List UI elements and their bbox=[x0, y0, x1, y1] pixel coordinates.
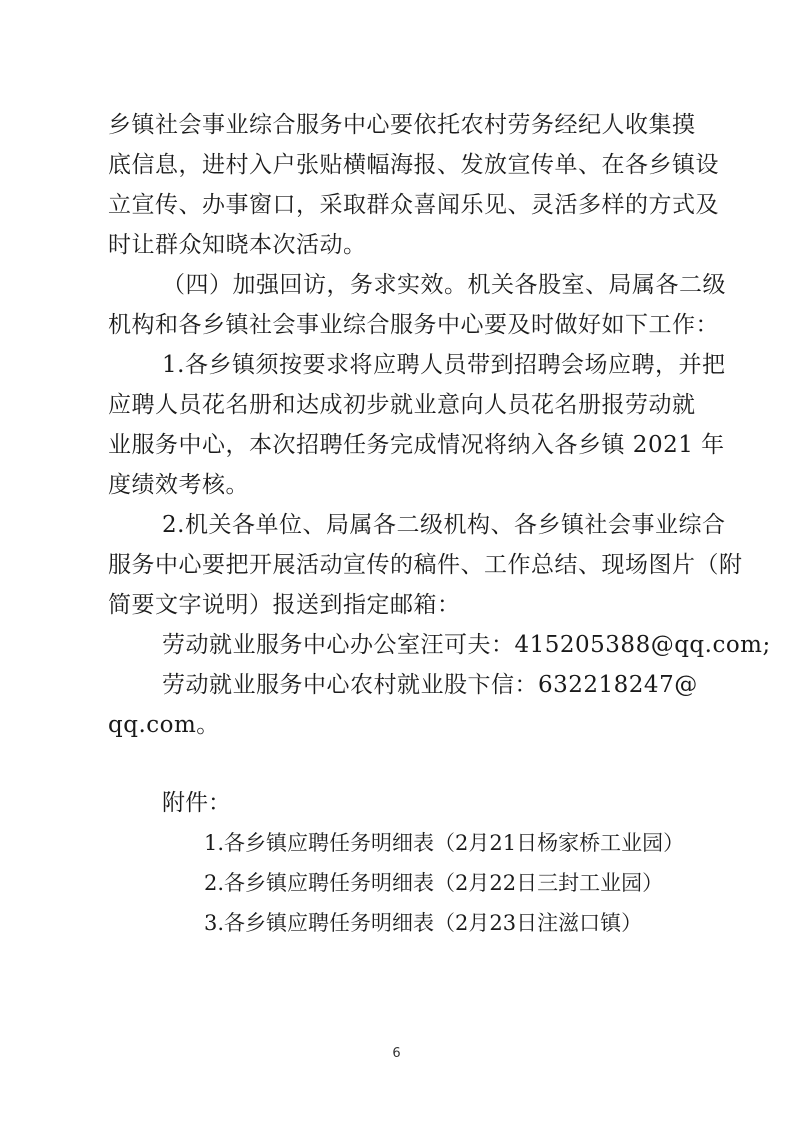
body-line: 底信息，进村入户张贴横幅海报、发放宣传单、在各乡镇设 bbox=[108, 152, 719, 178]
email-line: 劳动就业服务中心农村就业股卞信：632218247@ bbox=[162, 672, 698, 698]
body-line: 服务中心要把开展活动宣传的稿件、工作总结、现场图片（附 bbox=[108, 552, 743, 578]
body-line: 时让群众知晓本次活动。 bbox=[108, 232, 367, 258]
body-line: 乡镇社会事业综合服务中心要依托农村劳务经纪人收集摸 bbox=[108, 112, 696, 138]
body-line: 应聘人员花名册和达成初步就业意向人员花名册报劳动就 bbox=[108, 392, 696, 418]
body-line: 1.各乡镇须按要求将应聘人员带到招聘会场应聘，并把 bbox=[162, 352, 726, 378]
body-line: （四）加强回访，务求实效。机关各股室、局属各二级 bbox=[162, 272, 726, 298]
email-line: qq.com。 bbox=[108, 712, 220, 738]
page-number: 6 bbox=[392, 1046, 401, 1061]
attachments-label: 附件： bbox=[162, 790, 231, 816]
attachment-item: 3.各乡镇应聘任务明细表（2月23日注滋口镇） bbox=[204, 911, 643, 935]
body-line: 立宣传、办事窗口，采取群众喜闻乐见、灵活多样的方式及 bbox=[108, 192, 719, 218]
body-line: 业服务中心，本次招聘任务完成情况将纳入各乡镇 2021 年 bbox=[108, 432, 725, 458]
attachment-item: 1.各乡镇应聘任务明细表（2月21日杨家桥工业园） bbox=[204, 831, 685, 855]
body-line: 简要文字说明）报送到指定邮箱： bbox=[108, 592, 461, 618]
attachment-item: 2.各乡镇应聘任务明细表（2月22日三封工业园） bbox=[204, 871, 664, 895]
body-line: 机构和各乡镇社会事业综合服务中心要及时做好如下工作： bbox=[108, 312, 719, 338]
body-line: 2.机关各单位、局属各二级机构、各乡镇社会事业综合 bbox=[162, 512, 726, 538]
body-line: 度绩效考核。 bbox=[108, 472, 249, 498]
email-line: 劳动就业服务中心办公室汪可夫：415205388@qq.com; bbox=[162, 632, 771, 658]
